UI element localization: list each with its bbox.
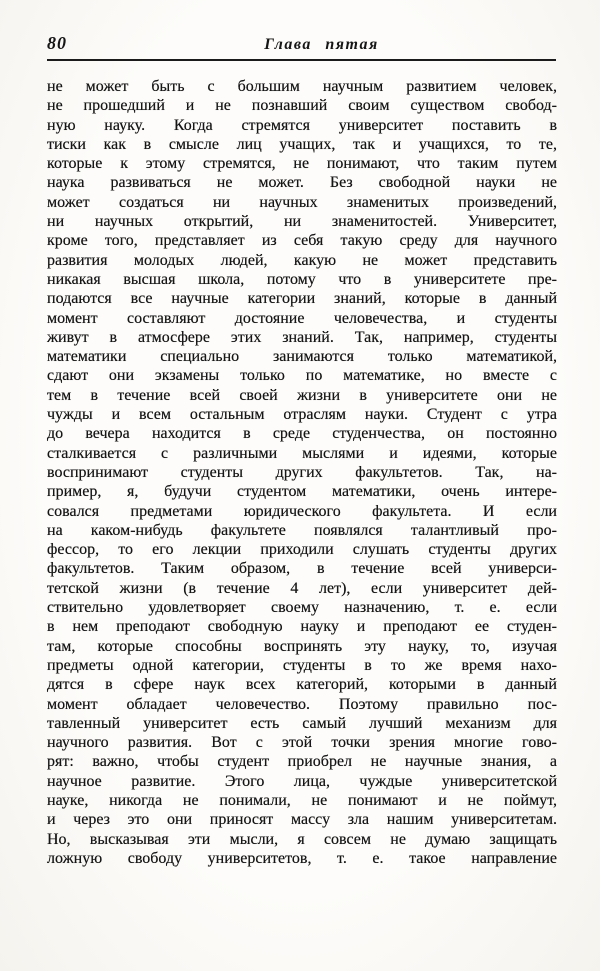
text-line: ствительно удовлетворяет своему назначению, т. е. если — [47, 599, 557, 617]
text-line: в нем преподают свободную науку и преподают ее студен- — [47, 618, 557, 636]
text-line: науке, никогда не понимали, не понимают и не поймут, — [47, 791, 557, 809]
text-line: не прошедший и не познавший своим существом свобод- — [47, 97, 557, 115]
text-line: до вечера находится в среде студенчества, он постоянно — [47, 425, 557, 443]
text-line: которые к этому стремятся, не понимают, что таким путем — [47, 155, 557, 173]
header-rule — [47, 59, 556, 61]
chapter-title: Глава пятая — [264, 36, 379, 53]
text-line: дятся в сфере наук всех категорий, которыми в данный — [47, 676, 557, 694]
running-head — [47, 33, 556, 55]
text-line: живут в атмосфере этих знаний. Так, например, студенты — [47, 328, 557, 346]
text-line: математики специально занимаются только математикой, — [47, 348, 557, 366]
text-line: и через это они приносят массу зла нашим университетам. — [47, 811, 557, 829]
text-line: фессор, то его лекции приходили слушать студенты других — [47, 541, 557, 559]
text-line: предметы одной категории, студенты в то же время нахо- — [47, 656, 557, 674]
text-line: никакая высшая школа, потому что в университете пре- — [47, 270, 557, 288]
text-line: ни научных открытий, ни знаменитостей. Университет, — [47, 213, 557, 231]
text-line: кроме того, представляет из себя такую среду для научного — [47, 232, 557, 250]
text-line: ную науку. Когда стремятся университет поставить в — [47, 116, 557, 134]
text-line: момент составляют достояние человечества, и студенты — [47, 309, 557, 327]
text-line: научного развития. Вот с этой точки зрения многие гово- — [47, 734, 557, 752]
text-line: сталкивается с различными мыслями и идеями, которые — [47, 444, 557, 462]
text-line: тетской жизни (в течение 4 лет), если университет дей- — [47, 579, 557, 597]
text-line: момент обладает человечество. Поэтому правильно пос- — [47, 695, 557, 713]
text-line: может создаться ни научных знаменитых произведений, — [47, 193, 557, 211]
text-line: чужды и всем остальным отраслям науки. Студент с утра — [47, 406, 557, 424]
text-line: пример, я, будучи студентом математики, очень интере- — [47, 483, 557, 501]
text-line: тиски как в смысле лиц учащих, так и учащихся, то те, — [47, 135, 557, 153]
text-line: наука развиваться не может. Без свободной науки не — [47, 174, 557, 192]
body-text — [47, 77, 557, 868]
text-line: тавленный университет есть самый лучший механизм для — [47, 714, 557, 732]
text-line: совался предметами юридического факультета. И если — [47, 502, 557, 520]
text-line: сдают они экзамены только по математике, но вместе с — [47, 367, 557, 385]
text-line: подаются все научные категории знаний, которые в данный — [47, 290, 557, 308]
text-line: научное развитие. Этого лица, чуждые университетской — [47, 772, 557, 790]
text-line: рят: важно, чтобы студент приобрел не научные знания, а — [47, 753, 557, 771]
text-line: Но, высказывая эти мысли, я совсем не думаю защищать — [47, 830, 557, 848]
page-number: 80 — [47, 33, 67, 53]
text-line: не может быть с большим научным развитием человек, — [47, 78, 557, 95]
text-line: ложную свободу университетов, т. е. такое направление — [47, 849, 557, 867]
text-line: воспринимают студенты других факультетов. Так, на- — [47, 463, 557, 481]
text-line: факультетов. Таким образом, в течение всей универси- — [47, 560, 557, 578]
text-line: тем в течение всей своей жизни в университете они не — [47, 386, 557, 404]
text-line: на каком-нибудь факультете появлялся талантливый про- — [47, 521, 557, 539]
text-line: там, которые способны воспринять эту науку, то, изучая — [47, 637, 557, 655]
text-line: развития молодых людей, какую не может представить — [47, 251, 557, 269]
